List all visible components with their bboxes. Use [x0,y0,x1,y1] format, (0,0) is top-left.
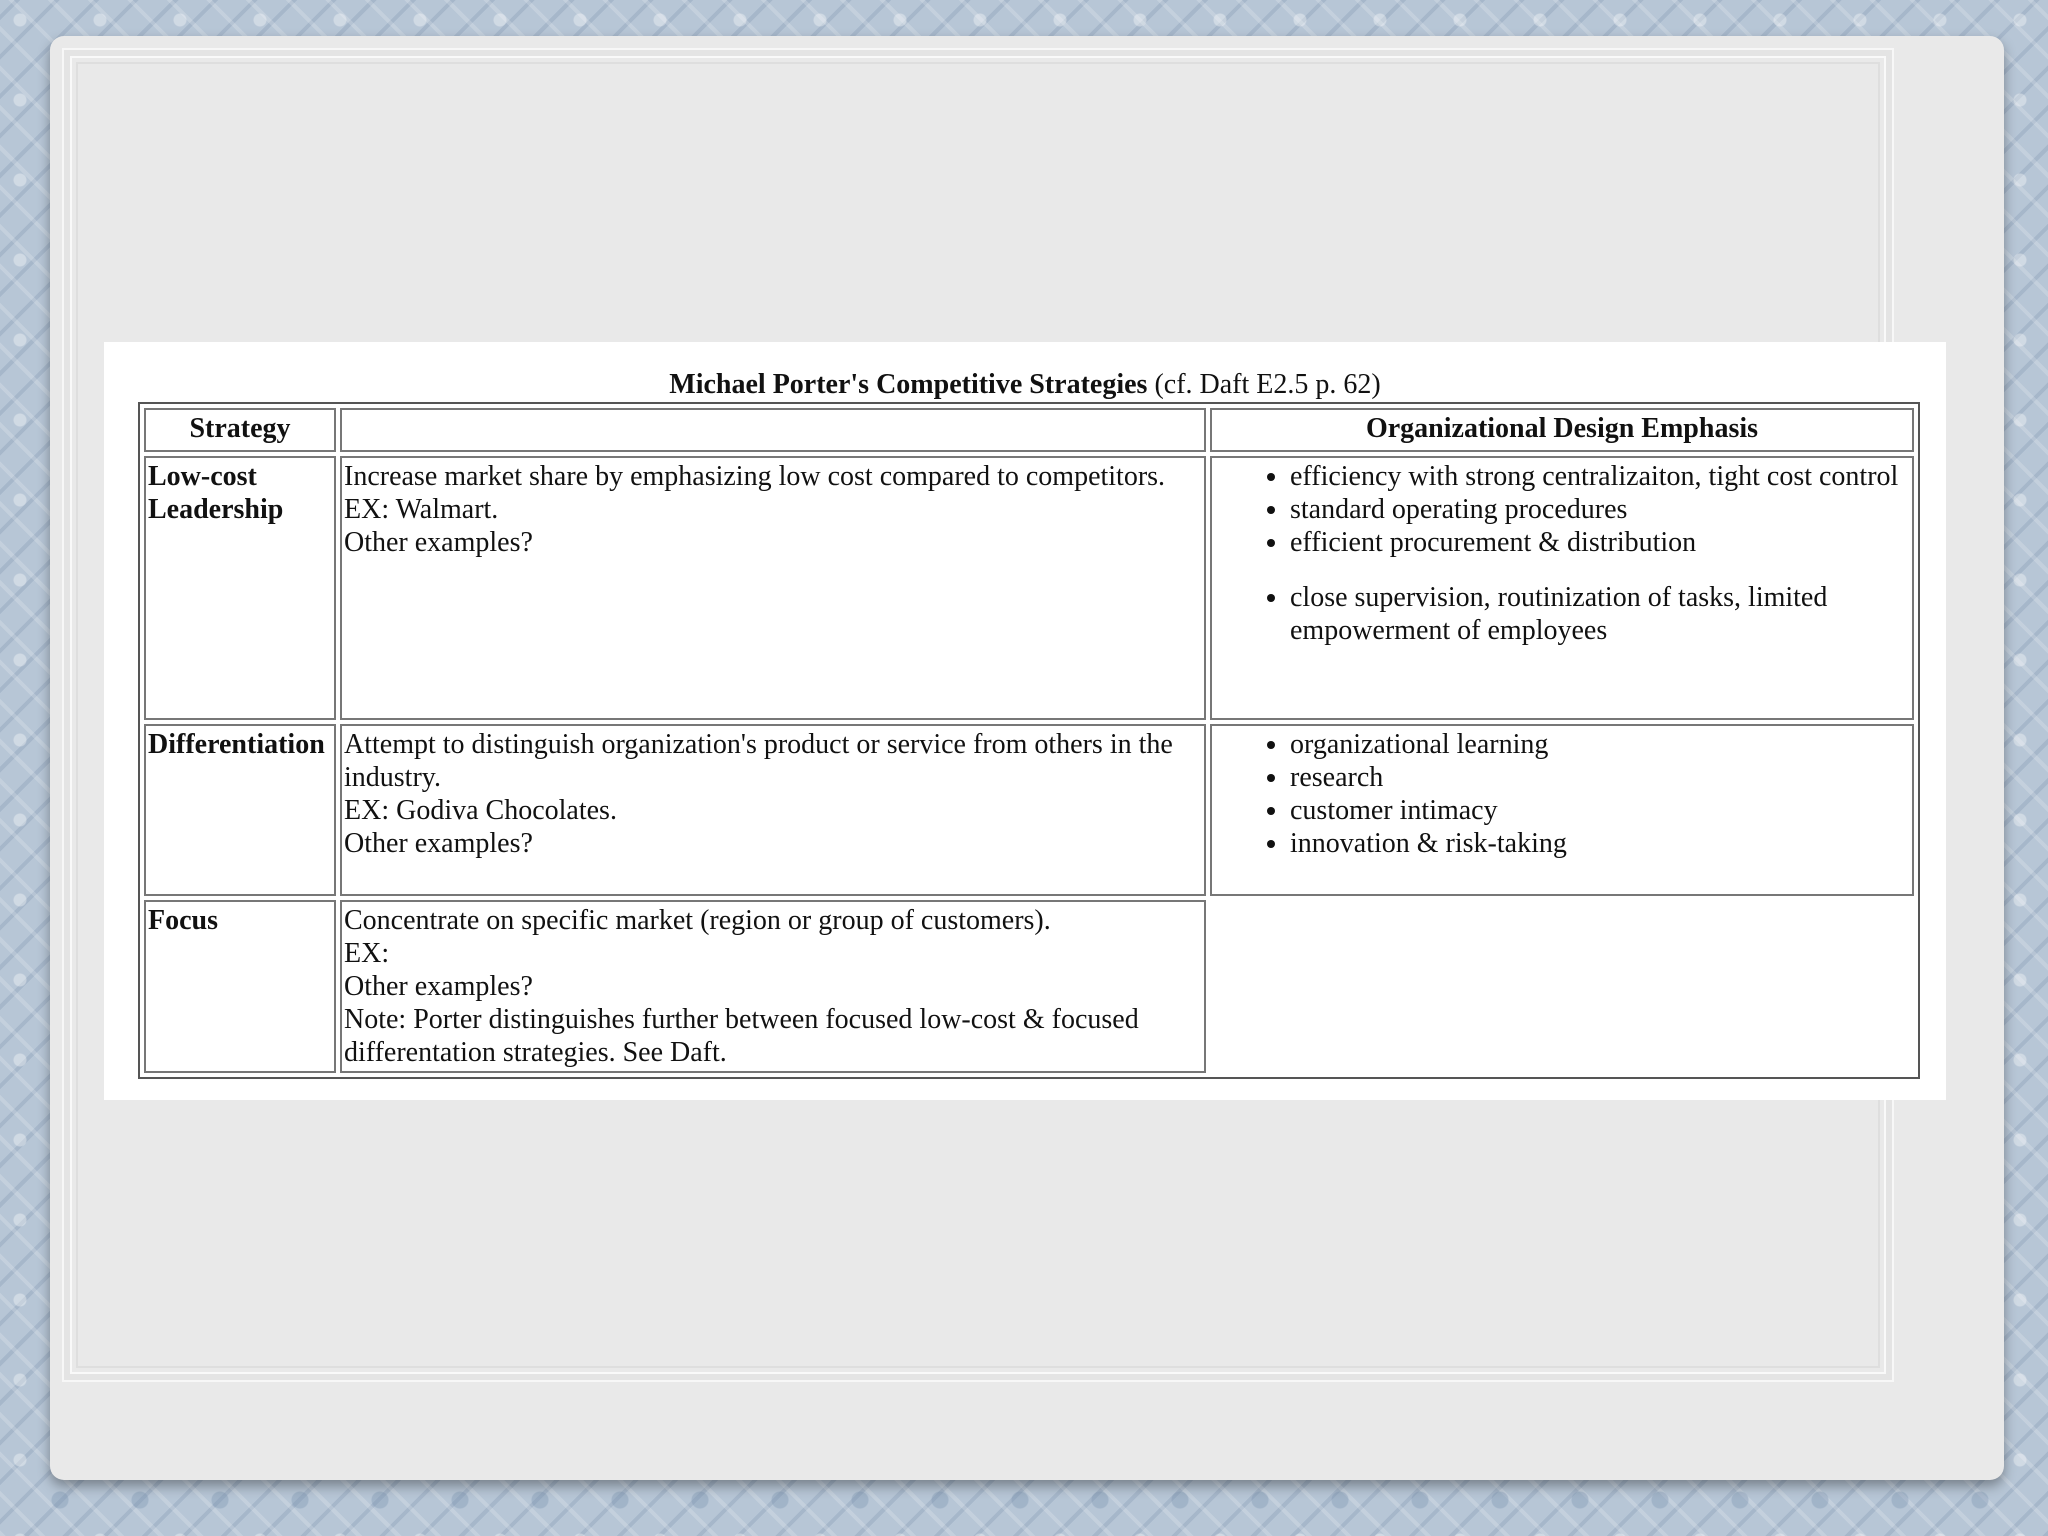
caption-title: Michael Porter's Competitive Strategies [669,369,1148,400]
list-item: • efficient procurement & distribution [1290,526,1910,559]
description-line: Note: Porter distinguishes further between focused low-cost & focused differentation strategies. See Daft. [344,1004,1139,1068]
table-row-differentiation [144,724,1914,896]
design-emphasis-empty [1210,900,1914,1073]
list-item: • research [1290,761,1910,794]
strategy-description [340,900,1206,1073]
list-item: • efficiency with strong centralizaiton, tight cost control [1290,460,1910,493]
description-line: EX: Godiva Chocolates. [344,795,617,826]
list-item: • organizational learning [1290,728,1910,761]
list-item: • innovation & risk-taking [1290,827,1910,860]
header-description [340,408,1206,452]
strategies-table [138,402,1920,1079]
strategy-description [340,724,1206,896]
list-item: • customer intimacy [1290,794,1910,827]
description-line: Other examples? [344,828,533,859]
strategy-description [340,456,1206,720]
strategies-table-wrap [138,402,1920,1072]
table-caption [104,368,1946,402]
description-line: Concentrate on specific market (region or group of customers). [344,905,1051,936]
description-line: EX: Walmart. [344,494,499,525]
emphasis-list [1214,728,1910,860]
caption-citation: (cf. Daft E2.5 p. 62) [1147,369,1381,400]
strategy-name: Focus [144,900,336,1073]
header-row [144,408,1914,452]
description-line: Other examples? [344,971,533,1002]
description-line: Increase market share by emphasizing low cost compared to competitors. [344,461,1166,492]
header-emphasis: Organizational Design Emphasis [1210,408,1914,452]
design-emphasis [1210,456,1914,720]
strategy-name: Differentiation [144,724,336,896]
content-panel [104,342,1946,1100]
list-item: • close supervision, routinization of tasks, limited empowerment of employees [1290,581,1910,647]
description-line: EX: [344,938,390,969]
emphasis-list [1214,460,1910,647]
header-strategy: Strategy [144,408,336,452]
strategy-name: Low-cost Leadership [144,456,336,720]
table-row-focus [144,900,1914,1073]
design-emphasis [1210,724,1914,896]
list-item: • standard operating procedures [1290,493,1910,526]
description-line: Attempt to distinguish organization's product or service from others in the industry. [344,729,1173,793]
description-line: Other examples? [344,527,533,558]
table-row-low-cost [144,456,1914,720]
